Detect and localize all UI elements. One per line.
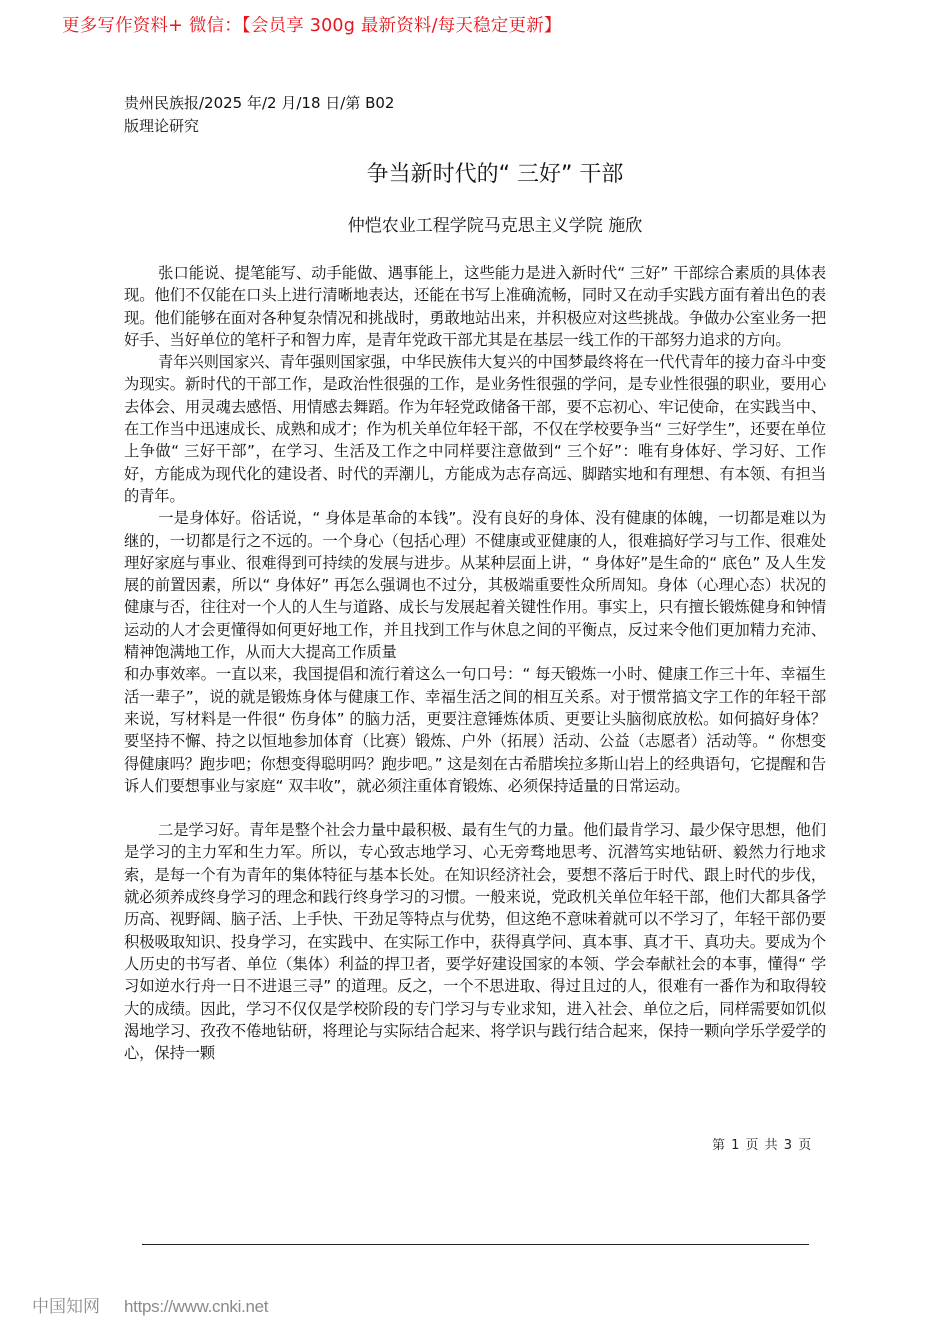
paragraph-text: 张口能说、提笔能写、动手能做、遇事能上，这些能力是进入新时代“ 三好” 干部综合素质的具体表现。他们不仅能在口头上进行清晰地表达，还能在书写上准确流畅，同时又在动手实践方面有着出色的表现。他们能够在面对各种复杂情况和挑战时，勇敢地站出来，并积极应对这些挑战。争做办公室业务一把好手、当好单位的笔杆子和智力库，是青年党政干部尤其是在基层一线工作的干部努力追求的方向。 [124,264,826,349]
paragraph-intro [124,262,826,351]
paragraph-health [124,507,826,663]
article-title-container [0,158,950,192]
cnki-watermark [32,1295,268,1319]
article-author-container [0,212,950,240]
promo-banner-text: 更多写作资料+ 微信：【会员享 300g 最新资料/每天稳定更新】 [62,16,562,36]
paragraph-text: 一是身体好。俗话说，“ 身体是革命的本钱”。没有良好的身体、没有健康的体魄，一切都是难以为继的，一切都是行之不远的。一个身心（包括心理）不健康或亚健康的人，很难搞好学习与工作、很难处理好家庭与事业、很难得到可持续的发展与进步。从某种层面上讲，“ 身体好”是生命的“ 底色” 及人生发展的前置因素，所以“ 身体好” 再怎么强调也不过分，其极端重要性众所周知。身体（心理心态）状况的健康与否，往往对一个人的人生与道路、成长与发展起着关键性作用。事实上，只有擅长锻炼健身和钟情运动的人才会更懂得如何更好地工作，并且找到工作与休息之间的平衡点，反过来令他们更加精力充沛、精神饱满地工作，从而大大提高工作质量 [124,509,826,662]
source-citation [124,92,394,138]
footer-divider [142,1244,809,1245]
page-indicator: 第 1 页 共 3 页 [712,1138,813,1153]
paragraph-study [124,819,826,1064]
source-line-1: 贵州民族报/2025 年/2 月/18 日/第 B02 [124,94,395,112]
paragraph-youth [124,351,826,507]
paragraph-health-continued [124,663,826,797]
article-title: 争当新时代的“ 三好” 干部 [366,162,624,187]
watermark-name: 中国知网 [32,1297,100,1317]
paragraph-text: 和办事效率。一直以来，我国提倡和流行着这么一句口号：“ 每天锻炼一小时、健康工作三十年、幸福生活一辈子”，说的就是锻炼身体与健康工作、幸福生活之间的相互关系。对于惯常搞文字工作的年轻干部来说，写材料是一件很“ 伤身体” 的脑力活，更要注意锤炼体质、更要让头脑彻底放松。如何搞好身体？要坚持不懈、持之以恒地参加体育（比赛）锻炼、户外（拓展）活动、公益（志愿者）活动等。“ 你想变得健康吗？跑步吧；你想变得聪明吗？跑步吧。” 这是刻在古希腊埃拉多斯山岩上的经典语句，它提醒和告诉人们要想事业与家庭“ 双丰收”，就必须注重体育锻炼、必须保持适量的日常运动。 [124,665,826,795]
paragraph-text: 二是学习好。青年是整个社会力量中最积极、最有生气的力量。他们最肯学习、最少保守思想，他们是学习的主力军和生力军。所以，专心致志地学习、心无旁骛地思考、沉潜笃实地钻研、毅然力行地求索，是每一个有为青年的集体特征与基本长处。在知识经济社会，要想不落后于时代、跟上时代的步伐，就必须养成终身学习的理念和践行终身学习的习惯。一般来说，党政机关单位年轻干部，他们大都具备学历高、视野阔、脑子活、上手快、干劲足等特点与优势，但这绝不意味着就可以不学习了，年轻干部仍要积极吸取知识、投身学习，在实践中、在实际工作中，获得真学问、真本事、真才干、真功夫。要成为个人历史的书写者、单位（集体）利益的捍卫者，要学好建设国家的本领、学会奉献社会的本事，懂得“ 学习如逆水行舟一日不进退三寻” 的道理。反之，一个不思进取、得过且过的人，很难有一番作为和取得较大的成绩。因此，学习不仅仅是学校阶段的专门学习与专业求知，进入社会、单位之后，同样需要如饥似渴地学习、孜孜不倦地钻研，将理论与实际结合起来、将学识与践行结合起来，保持一颗向学乐学爱学的心，保持一颗 [124,821,826,1063]
source-line-2: 版理论研究 [124,117,200,135]
paragraph-text: 青年兴则国家兴、青年强则国家强，中华民族伟大复兴的中国梦最终将在一代代青年的接力奋斗中变为现实。新时代的干部工作，是政治性很强的工作，是业务性很强的学问，是专业性很强的职业，要用心去体会、用灵魂去感悟、用情感去舞蹈。作为年轻党政储备干部，要不忘初心、牢记使命，在实践当中、在工作当中迅速成长、成熟和成才；作为机关单位年轻干部，不仅在学校要争当“ 三好学生”，还要在单位上争做“ 三好干部”，在学习、生活及工作之中同样要注意做到“ 三个好”：唯有身体好、学习好、工作好，方能成为现代化的建设者、时代的弄潮儿，方能成为志存高远、脚踏实地和有理想、有本领、有担当的青年。 [124,353,826,505]
article-body [124,262,826,1064]
watermark-url: https://www.cnki.net [124,1297,269,1316]
promo-banner [62,12,562,40]
article-author: 仲恺农业工程学院马克思主义学院 施欣 [347,216,643,236]
